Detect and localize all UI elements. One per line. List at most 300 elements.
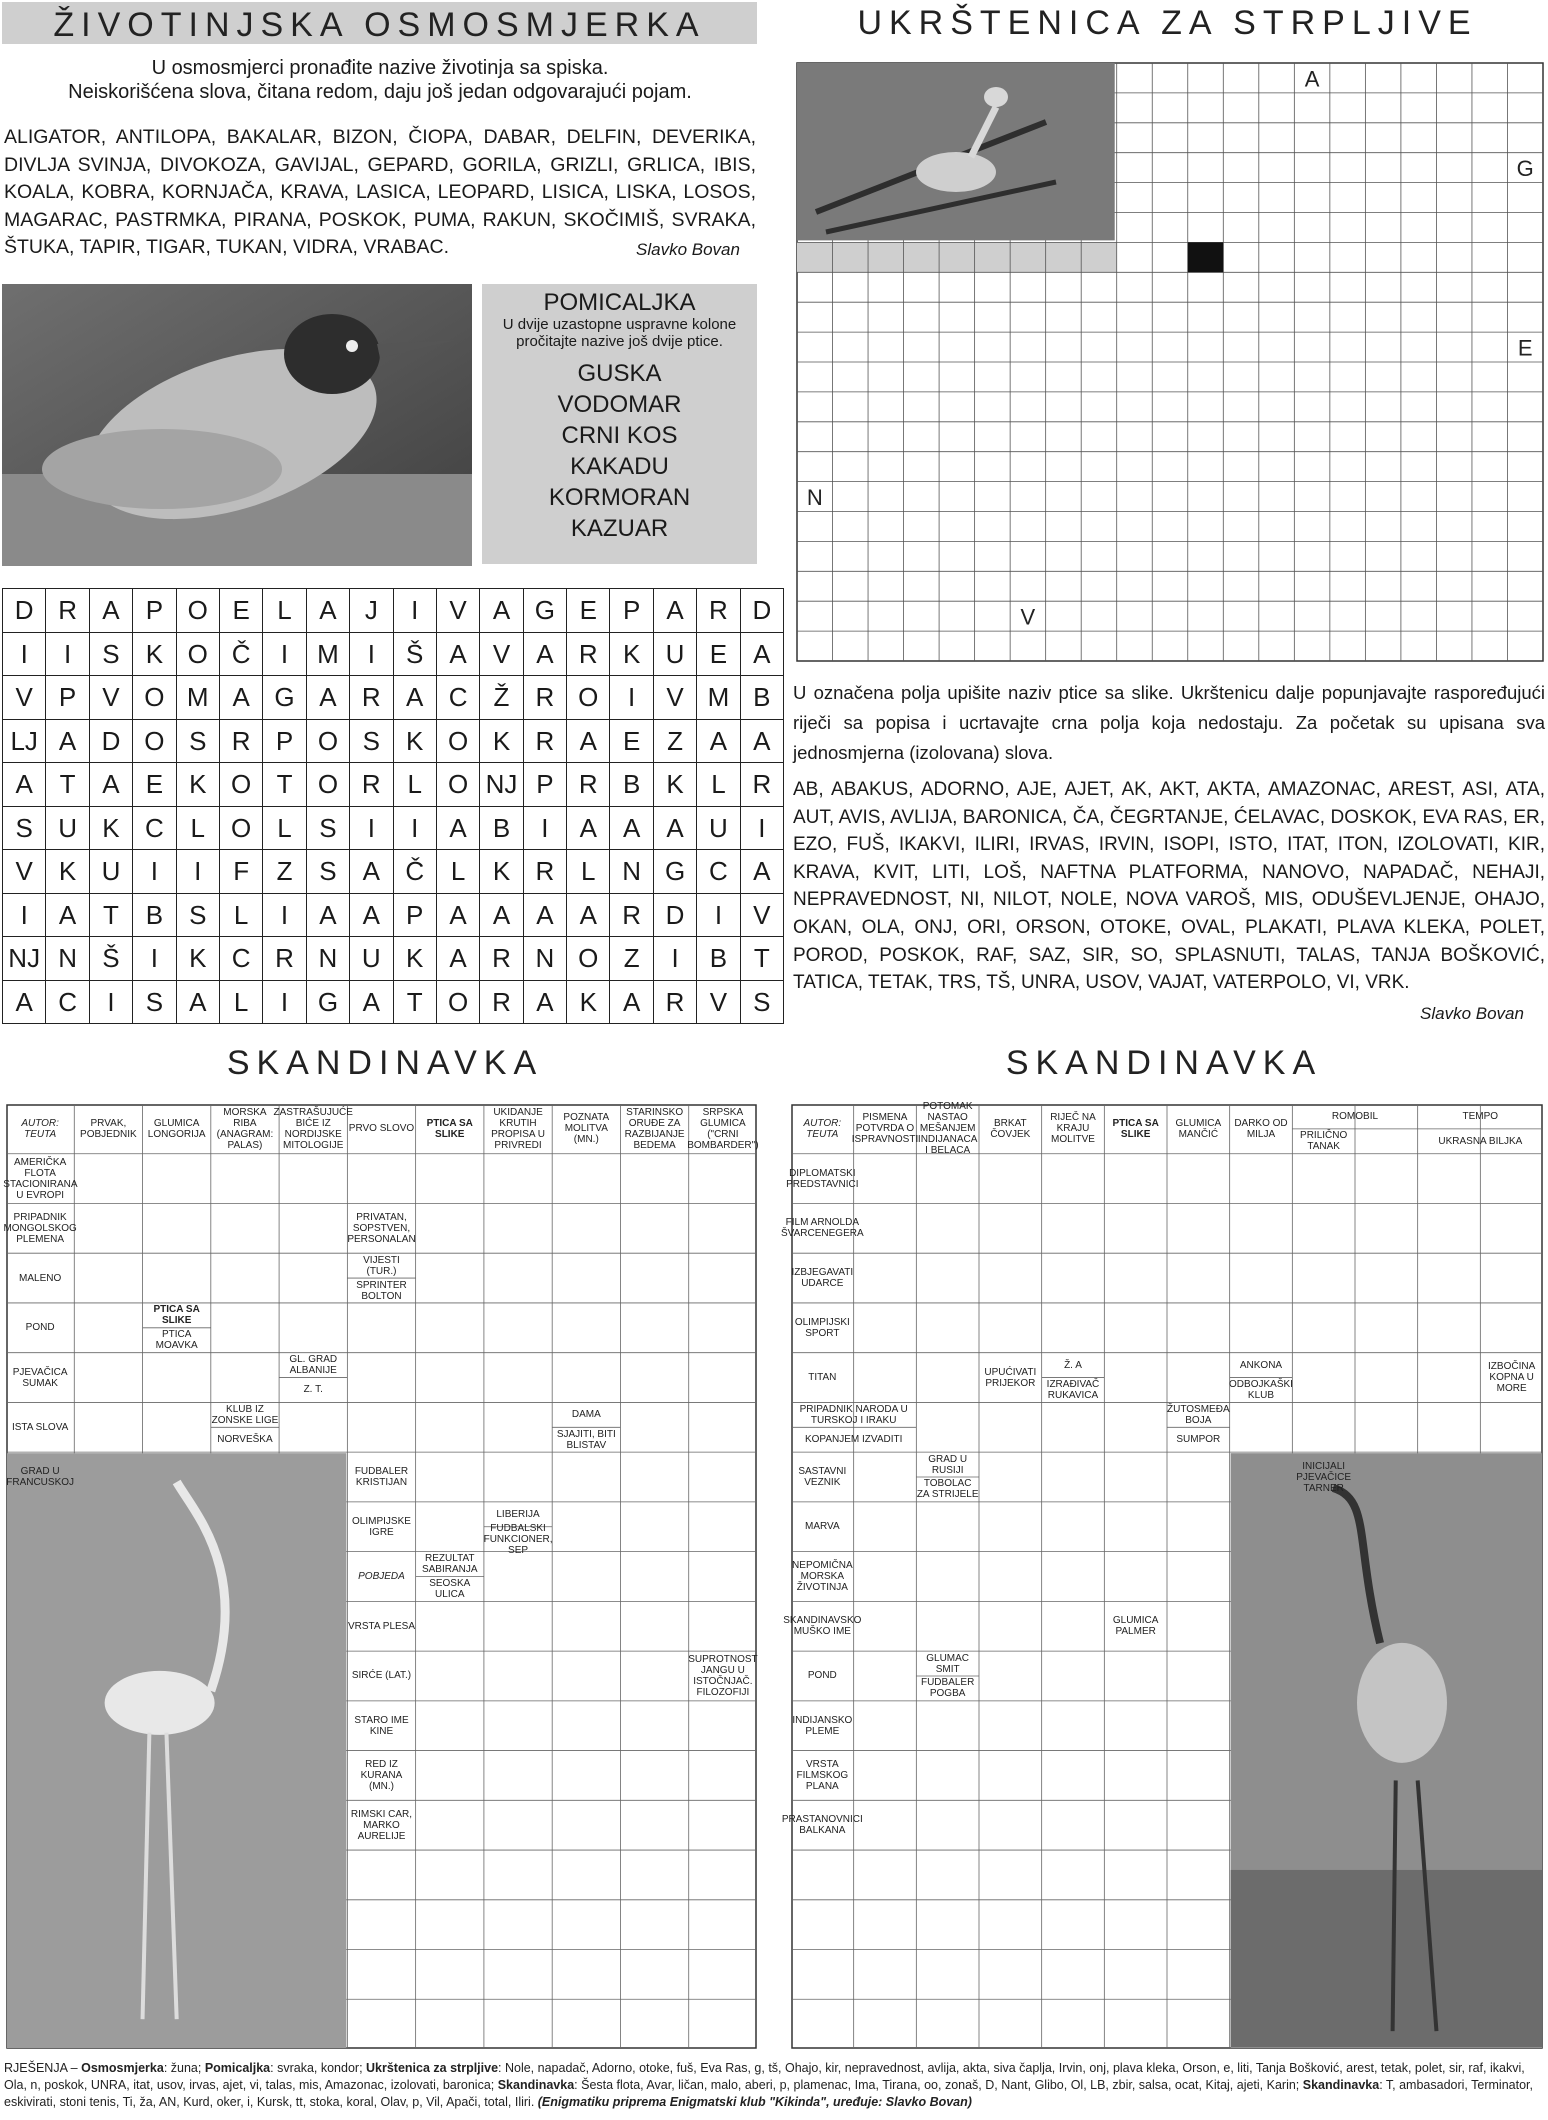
word-search-cell[interactable]: A — [306, 589, 349, 633]
word-search-cell[interactable]: Š — [89, 937, 132, 981]
word-search-cell[interactable]: I — [393, 806, 436, 850]
word-search-cell[interactable]: Z — [263, 850, 306, 894]
word-search-cell[interactable]: A — [653, 589, 696, 633]
word-search-cell[interactable]: A — [523, 632, 566, 676]
ukrstenica-black-cell — [1188, 242, 1224, 272]
word-search-cell[interactable]: O — [176, 632, 219, 676]
word-search-cell[interactable]: NJ — [480, 763, 523, 807]
skandinavka-clue: PRIPADNIK MONGOLSKOG PLEMENA — [3, 1211, 77, 1245]
word-search-row — [3, 980, 784, 1024]
word-search-cell[interactable]: A — [740, 719, 783, 763]
skandinavka-clue: AMERIČKA FLOTA STACIONIRANA U EVROPI — [3, 1156, 78, 1201]
word-search-cell[interactable]: I — [697, 893, 740, 937]
word-search-cell[interactable]: A — [567, 893, 610, 937]
pomicaljka-word: GUSKA — [577, 360, 662, 387]
skandinavka-clue: Ž. A — [1064, 1359, 1082, 1371]
skandinavka-clue: STARO IME KINE — [354, 1714, 409, 1737]
skandinavka-clue: DIPLOMATSKI PREDSTAVNICI — [786, 1167, 859, 1190]
skandinavka-clue: SPRINTER BOLTON — [356, 1279, 407, 1302]
word-search-row — [3, 676, 784, 720]
word-search-cell[interactable]: L — [263, 589, 306, 633]
word-search-cell[interactable]: A — [219, 676, 262, 720]
skandinavka-clue: SRPSKA GLUMICA ("CRNI BOMBARDER") — [687, 1106, 759, 1151]
word-search-cell[interactable]: P — [133, 589, 176, 633]
word-search-cell[interactable]: A — [480, 589, 523, 633]
word-search-cell[interactable]: K — [480, 719, 523, 763]
skandinavka-clue: GRAD U RUSIJI — [928, 1453, 968, 1476]
word-search-cell[interactable]: V — [740, 893, 783, 937]
word-search-cell[interactable]: K — [89, 806, 132, 850]
skandinavka-clue: RIMSKI CAR, MARKO AURELIJE — [350, 1808, 413, 1842]
skandinavka-clue: GLUMAC SMIT — [926, 1652, 970, 1675]
ukrstenica-given-letter: E — [1517, 335, 1533, 361]
skandinavka-clue: PJEVAČICA SUMAK — [12, 1366, 68, 1389]
skandinavka-clue: OLIMPIJSKI SPORT — [794, 1316, 850, 1339]
skandinavka-clue: UKIDANJE KRUTIH PROPISA U PRIVREDI — [491, 1106, 545, 1151]
ukrstenica-title: UKRŠTENICA ZA STRPLJIVE — [857, 4, 1478, 42]
word-search-cell[interactable]: I — [3, 893, 46, 937]
word-search-cell[interactable]: F — [219, 850, 262, 894]
word-search-cell[interactable]: E — [567, 589, 610, 633]
word-search-cell[interactable]: R — [523, 850, 566, 894]
word-search-cell[interactable]: A — [3, 980, 46, 1024]
word-search-cell[interactable]: L — [567, 850, 610, 894]
word-search-cell[interactable]: N — [610, 850, 653, 894]
word-search-cell[interactable]: T — [89, 893, 132, 937]
word-search-cell[interactable]: I — [3, 632, 46, 676]
skandinavka-clue: BRKAT ČOVJEK — [990, 1117, 1031, 1140]
word-search-cell[interactable]: O — [219, 806, 262, 850]
word-search-cell[interactable]: C — [436, 676, 479, 720]
ukrstenica-given-letter: N — [806, 484, 823, 510]
word-search-cell[interactable]: V — [653, 676, 696, 720]
word-search-cell[interactable]: A — [306, 893, 349, 937]
word-search-cell[interactable]: R — [219, 719, 262, 763]
ukrstenica-given-letter: V — [1020, 604, 1036, 630]
word-search-cell[interactable]: Č — [393, 850, 436, 894]
skandinavka-clue: RED IZ KURANA (MN.) — [360, 1758, 403, 1792]
skandinavka-clue: PRILIČNO TANAK — [1300, 1130, 1348, 1153]
word-search-cell[interactable]: D — [3, 589, 46, 633]
word-search-cell[interactable]: K — [133, 632, 176, 676]
word-search-cell[interactable]: K — [176, 763, 219, 807]
skandinavka-clue: PRVO SLOVO — [348, 1123, 415, 1135]
skandinavka-clue: FUDBALSKI FUNKCIONER, SEP — [483, 1522, 553, 1556]
word-search-cell[interactable]: I — [740, 806, 783, 850]
skandinavka-clue: PRIPADNIK NARODA U TURSKOJ I IRAKU — [799, 1403, 908, 1426]
word-search-cell[interactable]: A — [653, 806, 696, 850]
word-search-cell[interactable]: R — [480, 980, 523, 1024]
skandinavka-clue: SUPROTNOST JANGU U ISTOČNJAČ. FILOZOFIJI — [688, 1653, 758, 1698]
word-search-cell[interactable]: C — [133, 806, 176, 850]
skandinavka-clue: MARVA — [805, 1521, 840, 1533]
word-search-cell[interactable]: I — [350, 806, 393, 850]
word-search-cell[interactable]: L — [393, 763, 436, 807]
word-search-row — [3, 589, 784, 633]
skandinavka-clue: PRIVATAN, SOPSTVEN, PERSONALAN — [347, 1211, 416, 1245]
word-search-cell[interactable]: U — [697, 806, 740, 850]
word-search-cell[interactable]: A — [523, 893, 566, 937]
word-search-cell[interactable]: I — [350, 632, 393, 676]
word-search-cell[interactable]: V — [3, 850, 46, 894]
word-search-cell[interactable]: B — [740, 676, 783, 720]
ukrstenica-instruction: U označena polja upišite naziv ptice sa slike. Ukrštenicu dalje popunjavajte raspoređujući riječi sa popisa i ucrtavajte crna polja koja nedostaju. Za početak su upisana sva jednosmjerna (izolovana) slova. — [793, 682, 1545, 763]
word-search-cell[interactable]: I — [133, 937, 176, 981]
word-search-cell[interactable]: K — [46, 850, 89, 894]
word-search-cell[interactable]: A — [697, 719, 740, 763]
word-search-cell[interactable]: K — [653, 763, 696, 807]
skandinavka-left-title: SKANDINAVKA — [226, 1044, 544, 1082]
skandinavka-clue: ANKONA — [1239, 1359, 1283, 1371]
word-search-cell[interactable]: P — [610, 589, 653, 633]
osmosmjerka-word-list: ALIGATOR, ANTILOPA, BAKALAR, BIZON, ČIOPA, DABAR, DELFIN, DEVERIKA, DIVLJA SVINJA, DIVOKOZA, GAVIJAL, GEPARD, GORILA, GRIZLI, GRLICA, IBIS, KOALA, KOBRA, KORNJAČA, KRAVA, LASICA, LEOPARD, LISICA, LISKA, LOSOS, MAGARAC, PASTRMKA, PIRANA, POSKOK, PUMA, RAKUN, SKOČIMIŠ, SVRAKA, ŠTUKA, TAPIR, TIGAR, TUKAN, VIDRA, VRABAC. — [4, 126, 756, 258]
word-search-cell[interactable]: K — [480, 850, 523, 894]
ukrstenica-word-list: AB, ABAKUS, ADORNO, AJE, AJET, AK, AKT, AKTA, AMAZONAC, AREST, ASI, ATA, AUT, AVIS, AVLIJA, BARONICA, ČA, ČEGRTANJE, ĆELAVAC, DOSKOK, EVA RAS, ER, EZO, FUŠ, IKAKVI, ILIRI, IRVAS, IRVIN, ISOPI, ISTO, ITAT, ITON, IZOLOVATI, KIR, KRAVA, KVIT, LITI, LOŠ, NAFTNA PLATFORMA, NANOVO, NAPADAČ, NEHAJI, NEPRAVEDNOST, NI, NILOT, NOLE, NOVA VAROŠ, MIS, ODUŠEVLJENJE, OHAJO, OKAN, OLA, ONJ, ORI, ORSON, OTOKE, OVAL, PLAKATI, PLAVA KLEKA, POLET, POROD, POSKOK, RAF, SAZ, SIR, SO, SPLASNUTI, TALAS, TANJA BOŠKOVIĆ, TATICA, TETAK, TRS, TŠ, UNRA, USOV, VAJAT, VATERPOLO, VI, VRK. — [793, 779, 1545, 994]
word-search-cell[interactable]: D — [740, 589, 783, 633]
skandinavka-clue: LIBERIJA — [496, 1508, 540, 1520]
word-search-cell[interactable]: I — [263, 632, 306, 676]
word-search-cell[interactable]: J — [350, 589, 393, 633]
skandinavka-clue: POND — [807, 1670, 837, 1682]
word-search-cell[interactable]: T — [46, 763, 89, 807]
word-search-cell[interactable]: A — [89, 763, 132, 807]
word-search-cell[interactable]: A — [740, 632, 783, 676]
word-search-cell[interactable]: U — [350, 937, 393, 981]
word-search-cell[interactable]: A — [89, 589, 132, 633]
skandinavka-left-grid — [3, 1104, 759, 2049]
osmosmjerka-author: Slavko Bovan — [636, 240, 740, 259]
pomicaljka-word: CRNI KOS — [561, 422, 678, 449]
word-search-cell[interactable]: R — [567, 632, 610, 676]
word-search-cell[interactable]: M — [176, 676, 219, 720]
skandinavka-clue: NORVEŠKA — [217, 1434, 273, 1446]
word-search-cell[interactable]: U — [46, 806, 89, 850]
word-search-cell[interactable]: K — [393, 719, 436, 763]
osmosmjerka-intro-2: Neiskorišćena slova, čitana redom, daju još jedan odgovarajući pojam. — [68, 81, 692, 103]
skandinavka-clue: POBJEDA — [358, 1570, 405, 1582]
word-search-row — [3, 632, 784, 676]
word-search-cell[interactable]: Z — [653, 719, 696, 763]
skandinavka-clue: POND — [25, 1322, 55, 1334]
word-search-cell[interactable]: E — [133, 763, 176, 807]
word-search-cell[interactable]: E — [610, 719, 653, 763]
word-search-cell[interactable]: S — [306, 850, 349, 894]
word-search-cell[interactable]: Č — [219, 632, 262, 676]
skandinavka-clue: SJAJITI, BITI BLISTAV — [556, 1428, 616, 1451]
skandinavka-clue: VRSTA PLESA — [347, 1620, 416, 1632]
word-search-cell[interactable]: I — [610, 676, 653, 720]
skandinavka-clue: KOPANJEM IZVADITI — [804, 1434, 903, 1446]
skandinavka-clue: OLIMPIJSKE IGRE — [352, 1515, 411, 1538]
word-search-cell[interactable]: T — [263, 763, 306, 807]
osmosmjerka-title: ŽIVOTINJSKA OSMOSMJERKA — [2, 2, 757, 44]
word-search-cell[interactable]: C — [697, 850, 740, 894]
ukrstenica-author: Slavko Bovan — [1420, 1004, 1524, 1023]
word-search-cell[interactable]: O — [306, 719, 349, 763]
word-search-cell[interactable]: O — [567, 676, 610, 720]
word-search-cell[interactable]: R — [610, 893, 653, 937]
skandinavka-clue: TITAN — [808, 1372, 837, 1384]
word-search-cell[interactable]: S — [3, 806, 46, 850]
word-search-cell[interactable]: A — [436, 632, 479, 676]
word-search-cell[interactable]: B — [133, 893, 176, 937]
skandinavka-clue: UKRASNA BILJKA — [1438, 1135, 1523, 1147]
word-search-cell[interactable]: Š — [393, 632, 436, 676]
word-search-cell[interactable]: P — [263, 719, 306, 763]
skandinavka-clue: VIJESTI (TUR.) — [363, 1254, 400, 1277]
ukrstenica-answer-row — [797, 242, 1117, 272]
word-search-cell[interactable]: O — [567, 937, 610, 981]
word-search-cell[interactable]: B — [610, 763, 653, 807]
word-search-cell[interactable]: E — [219, 589, 262, 633]
word-search-cell[interactable]: R — [480, 937, 523, 981]
word-search-cell[interactable]: K — [610, 632, 653, 676]
word-search-cell[interactable]: K — [176, 937, 219, 981]
word-search-cell[interactable]: K — [567, 980, 610, 1024]
word-search-cell[interactable]: G — [306, 980, 349, 1024]
skandinavka-clue: GLUMICA LONGORIJA — [147, 1117, 206, 1140]
word-search-cell[interactable]: L — [263, 806, 306, 850]
word-search-cell[interactable]: I — [393, 589, 436, 633]
word-search-cell[interactable]: N — [46, 937, 89, 981]
word-search-cell[interactable]: M — [306, 632, 349, 676]
word-search-cell[interactable]: P — [46, 676, 89, 720]
ukrstenica-given-letter: G — [1516, 156, 1534, 182]
skandinavka-clue: RIJEČ NA KRAJU MOLITVE — [1050, 1112, 1096, 1146]
word-search-cell[interactable]: D — [89, 719, 132, 763]
word-search-cell[interactable]: A — [567, 719, 610, 763]
word-search-row — [3, 763, 784, 807]
pomicaljka-box — [482, 284, 757, 564]
word-search-cell[interactable]: I — [176, 850, 219, 894]
skandinavka-clue: Z. T. — [303, 1384, 323, 1396]
solutions-footer: RJEŠENJA – Osmosmjerka: žuna; Pomicaljka: svraka, kondor; Ukrštenica za strpljive: Nole, napadač, Adorno, otoke, fuš, Eva Ras, g, tš, Ohajo, kir, nepravednost, avlija, akta, siva čaplja, Irvin, onj, plava kleka, Orson, e, liti, Tanja Bošković, arest, tetak, polet, sir, raf, ikakvi, Ola, n, poskok, UNRA, itat, usov, irvas, ajet, vi, talas, mis, Amazonac, izolovati, baronica; Skandinavka: Šesta flota, Avar, ličan, malo, aberi, p, plamenac, Ima, Tirana, oo, zonaš, D, Nant, Glibo, Ol, LB, zbir, salsa, ocat, Kitaj, ajeti, Karin; Skandinavka: T, ambasadori, Terminator, eskivirati, stoni tenis, Ti, ža, AN, Kurd, oker, i, Kursk, tt, stoka, koral, Olav, p, Vil, Apači, total, Iliri. (Enigmatiku priprema Enigmatski klub "Kikinda", uređuje: Slavko Bovan) — [4, 2061, 1533, 2109]
skandinavka-clue: SEOSKA ULICA — [429, 1577, 471, 1600]
flamingo-photo — [7, 1453, 346, 2048]
pomicaljka-word: KAKADU — [570, 453, 669, 480]
word-search-cell[interactable]: R — [46, 589, 89, 633]
skandinavka-clue: FILM ARNOLDA ŠVARCENEGERA — [781, 1217, 864, 1240]
word-search-cell[interactable]: R — [740, 763, 783, 807]
word-search-cell[interactable]: A — [46, 893, 89, 937]
word-search-cell[interactable]: V — [3, 676, 46, 720]
skandinavka-clue: ZASTRAŠUJUĆE BIĆE IZ NORDIJSKE MITOLOGIJE — [273, 1106, 353, 1151]
word-search-cell[interactable]: N — [523, 937, 566, 981]
word-search-cell[interactable]: T — [393, 980, 436, 1024]
ukrstenica-grid — [796, 62, 1544, 662]
word-search-cell[interactable]: A — [740, 850, 783, 894]
word-search-cell[interactable]: G — [523, 589, 566, 633]
word-search-cell[interactable]: A — [176, 980, 219, 1024]
word-search-cell[interactable]: K — [393, 937, 436, 981]
pomicaljka-instruction: U dvije uzastopne uspravne kolone pročitajte nazive još dvije ptice. — [502, 316, 737, 350]
word-search-cell[interactable]: A — [393, 676, 436, 720]
word-search-cell[interactable]: S — [89, 632, 132, 676]
skandinavka-clue: UPUĆIVATI PRIJEKOR — [984, 1366, 1037, 1389]
skandinavka-clue: PTICA SA SLIKE — [426, 1117, 473, 1140]
word-search-cell[interactable]: N — [306, 937, 349, 981]
pomicaljka-word: KAZUAR — [570, 515, 669, 542]
word-search-cell[interactable]: A — [350, 850, 393, 894]
skandinavka-right-title: SKANDINAVKA — [1005, 1044, 1323, 1082]
word-search-cell[interactable]: A — [46, 719, 89, 763]
heron-photo — [797, 63, 1115, 240]
word-search-cell[interactable]: S — [306, 806, 349, 850]
skandinavka-clue: DARKO OD MILJA — [1234, 1117, 1288, 1140]
word-search-cell[interactable]: R — [697, 589, 740, 633]
word-search-cell[interactable]: C — [46, 980, 89, 1024]
skandinavka-clue: PTICA SA SLIKE — [153, 1304, 200, 1327]
skandinavka-clue: REZULTAT SABIRANJA — [421, 1553, 478, 1576]
word-search-cell[interactable]: A — [350, 893, 393, 937]
word-search-cell[interactable]: O — [306, 763, 349, 807]
word-search-cell[interactable]: A — [3, 763, 46, 807]
word-search-cell[interactable]: A — [610, 806, 653, 850]
word-search-cell[interactable]: L — [176, 806, 219, 850]
word-search-cell[interactable]: G — [263, 676, 306, 720]
word-search-row — [3, 937, 784, 981]
word-search-grid — [2, 588, 784, 1024]
word-search-cell[interactable]: O — [133, 719, 176, 763]
word-search-cell[interactable]: O — [176, 589, 219, 633]
word-search-cell[interactable]: U — [653, 632, 696, 676]
skandinavka-clue: PTICA MOAVKA — [155, 1329, 198, 1352]
skandinavka-clue: INDIJANSKO PLEME — [792, 1714, 853, 1737]
word-search-cell[interactable]: I — [133, 850, 176, 894]
word-search-cell[interactable]: A — [436, 937, 479, 981]
word-search-cell[interactable]: D — [653, 893, 696, 937]
word-search-cell[interactable]: A — [436, 806, 479, 850]
word-search-cell[interactable]: U — [89, 850, 132, 894]
word-search-cell[interactable]: O — [436, 980, 479, 1024]
skandinavka-clue: MALENO — [19, 1272, 62, 1284]
word-search-cell[interactable]: A — [436, 893, 479, 937]
skandinavka-clue: IZBOČINA KOPNA U MORE — [1488, 1361, 1536, 1395]
word-search-cell[interactable]: NJ — [3, 937, 46, 981]
word-search-cell[interactable]: S — [740, 980, 783, 1024]
word-search-cell[interactable]: G — [653, 850, 696, 894]
word-search-cell[interactable]: V — [89, 676, 132, 720]
skandinavka-right-grid — [781, 1101, 1543, 2049]
word-search-cell[interactable]: R — [350, 763, 393, 807]
pomicaljka-word: KORMORAN — [548, 484, 691, 511]
word-search-cell[interactable]: O — [133, 676, 176, 720]
word-search-cell[interactable]: A — [350, 980, 393, 1024]
word-search-cell[interactable]: O — [219, 763, 262, 807]
word-search-cell[interactable]: O — [436, 719, 479, 763]
word-search-cell[interactable]: P — [523, 763, 566, 807]
skandinavka-clue: IZRAĐIVAČ RUKAVICA — [1046, 1378, 1100, 1401]
skandinavka-clue: ŽUTOSMEĐA BOJA — [1167, 1403, 1230, 1426]
skandinavka-clue: FUDBALER POGBA — [920, 1677, 975, 1700]
skandinavka-clue: SKANDINAVSKO MUŠKO IME — [783, 1615, 862, 1638]
word-search-cell[interactable]: R — [567, 763, 610, 807]
skandinavka-clue: SUMPOR — [1176, 1434, 1221, 1446]
word-search-cell[interactable]: A — [523, 980, 566, 1024]
ukrstenica-given-letter: A — [1304, 66, 1320, 92]
word-search-cell[interactable]: I — [263, 980, 306, 1024]
word-search-cell[interactable]: L — [219, 893, 262, 937]
word-search-cell[interactable]: I — [653, 937, 696, 981]
word-search-row — [3, 850, 784, 894]
word-search-cell[interactable]: S — [350, 719, 393, 763]
skandinavka-clue: PTICA SA SLIKE — [1112, 1117, 1159, 1140]
skandinavka-clue: ISTA SLOVA — [11, 1421, 69, 1433]
skandinavka-clue: INICIJALI PJEVAČICE TARNER — [1296, 1460, 1352, 1494]
skandinavka-clue: TOBOLAC ZA STRIJELE — [916, 1478, 979, 1501]
word-search-cell[interactable]: T — [740, 937, 783, 981]
word-search-cell[interactable]: I — [89, 980, 132, 1024]
skandinavka-clue: NEPOMIČNA MORSKA ŽIVOTINJA — [792, 1559, 853, 1593]
skandinavka-clue: POZNATA MOLITVA (MN.) — [563, 1112, 610, 1146]
word-search-cell[interactable]: R — [523, 676, 566, 720]
word-search-cell[interactable]: A — [306, 676, 349, 720]
word-search-cell[interactable]: Ž — [480, 676, 523, 720]
word-search-cell[interactable]: I — [46, 632, 89, 676]
skandinavka-clue: GLUMICA MANČIĆ — [1175, 1117, 1222, 1140]
word-search-cell[interactable]: C — [219, 937, 262, 981]
skandinavka-clue: ODBOJKAŠKI KLUB — [1229, 1378, 1293, 1401]
word-search-cell[interactable]: A — [567, 806, 610, 850]
word-search-cell[interactable]: V — [480, 632, 523, 676]
skandinavka-clue: STARINSKO ORUĐE ZA RAZBIJANJE BEDEMA — [624, 1106, 685, 1151]
word-search-cell[interactable]: I — [263, 893, 306, 937]
skandinavka-clue: GRAD U FRANCUSKOJ — [6, 1466, 75, 1489]
word-search-cell[interactable]: S — [133, 980, 176, 1024]
skandinavka-clue: PRASTANOVNICI BALKANA — [781, 1814, 863, 1837]
skandinavka-clue: POTOMAK NASTAO MEŠANJEM INDIJANACA I BELACA — [917, 1101, 978, 1157]
word-search-cell[interactable]: S — [176, 719, 219, 763]
word-search-cell[interactable]: LJ — [3, 719, 46, 763]
word-search-cell[interactable]: E — [697, 632, 740, 676]
word-search-cell[interactable]: I — [523, 806, 566, 850]
woodpecker-photo — [2, 284, 472, 566]
word-search-cell[interactable]: P — [393, 893, 436, 937]
word-search-cell[interactable]: L — [436, 850, 479, 894]
word-search-cell[interactable]: R — [263, 937, 306, 981]
word-search-cell[interactable]: B — [697, 937, 740, 981]
word-search-cell[interactable]: M — [697, 676, 740, 720]
skandinavka-clue: KLUB IZ ZONSKE LIGE — [211, 1403, 279, 1426]
skandinavka-clue: ROMOBIL — [1331, 1110, 1379, 1122]
word-search-cell[interactable]: V — [436, 589, 479, 633]
skandinavka-clue: PISMENA POTVRDA O ISPRAVNOSTI — [851, 1112, 919, 1146]
word-search-cell[interactable]: S — [176, 893, 219, 937]
skandinavka-clue: IZBJEGAVATI UDARCE — [791, 1267, 854, 1290]
skandinavka-clue: SASTAVNI VEZNIK — [798, 1466, 847, 1489]
crane-photo — [1231, 1453, 1542, 2048]
osmosmjerka-intro-1: U osmosmjerci pronađite nazive životinja sa spiska. — [151, 57, 609, 79]
pomicaljka-word: VODOMAR — [557, 391, 682, 418]
word-search-cell[interactable]: A — [610, 980, 653, 1024]
word-search-cell[interactable]: B — [480, 806, 523, 850]
pomicaljka-title: POMICALJKA — [543, 289, 696, 316]
word-search-cell[interactable]: R — [350, 676, 393, 720]
word-search-row — [3, 719, 784, 763]
word-search-cell[interactable]: R — [653, 980, 696, 1024]
skandinavka-clue: AUTOR: TEUTA — [21, 1117, 59, 1140]
word-search-cell[interactable]: R — [523, 719, 566, 763]
word-search-cell[interactable]: L — [219, 980, 262, 1024]
skandinavka-clue: DAMA — [571, 1409, 601, 1421]
word-search-cell[interactable]: V — [697, 980, 740, 1024]
skandinavka-clue: MORSKA RIBA (ANAGRAM: PALAS) — [216, 1106, 274, 1151]
word-search-cell[interactable]: L — [697, 763, 740, 807]
skandinavka-clue: GL. GRAD ALBANIJE — [289, 1354, 338, 1377]
word-search-cell[interactable]: Z — [610, 937, 653, 981]
word-search-cell[interactable]: O — [436, 763, 479, 807]
word-search-cell[interactable]: A — [480, 893, 523, 937]
